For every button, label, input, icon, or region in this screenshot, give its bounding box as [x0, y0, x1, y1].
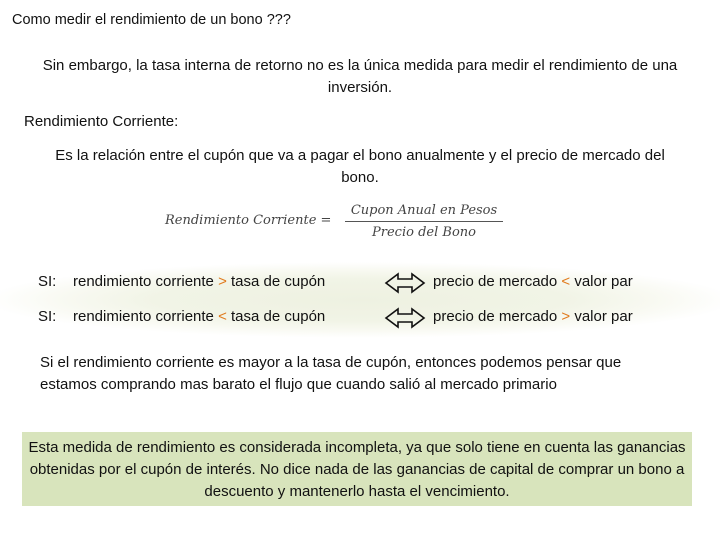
- condition-lhs-operator: >: [218, 273, 227, 290]
- condition-rhs-prefix: precio de mercado: [433, 273, 562, 290]
- condition-rhs-suffix: valor par: [570, 273, 633, 290]
- condition-rhs-operator: <: [561, 273, 571, 290]
- formula-denominator: Precio del Bono: [372, 225, 476, 240]
- note-box: [22, 432, 692, 506]
- formula-numerator: Cupon Anual en Pesos: [350, 203, 498, 218]
- condition-lhs-suffix: tasa de cupón: [226, 273, 326, 290]
- intro-paragraph: Sin embargo, la tasa interna de retorno no es la única medida para medir el rendimiento de una inversión.: [42, 57, 678, 96]
- condition-lhs-operator: <: [218, 308, 227, 325]
- explanation-paragraph: Si el rendimiento corriente es mayor a la tasa de cupón, entonces podemos pensar que estamos comprando mas barato el flujo que cuando salió al mercado primario: [40, 354, 622, 393]
- condition-lhs: [73, 273, 325, 290]
- condition-rhs: [433, 273, 633, 290]
- fraction-bar: [345, 221, 503, 222]
- note-text: Esta medida de rendimiento es considerada incompleta, ya que solo tiene en cuenta las ganancias obtenidas por el cupón de interés. No dice nada de las ganancias de capital de comprar un bono a descuento y mantenerlo hasta el vencimiento.: [28, 439, 686, 500]
- condition-rhs-suffix: valor par: [570, 308, 633, 325]
- condition-si-label: SI:: [38, 273, 57, 290]
- slide-title: Como medir el rendimiento de un bono ???: [12, 12, 291, 28]
- double-headed-arrow-icon: [383, 306, 427, 334]
- condition-rhs-prefix: precio de mercado: [433, 308, 562, 325]
- double-headed-arrow-icon: [383, 271, 427, 299]
- condition-lhs: [73, 308, 325, 325]
- condition-lhs-suffix: tasa de cupón: [226, 308, 326, 325]
- condition-row: [38, 308, 678, 330]
- condition-row: [38, 273, 678, 295]
- condition-lhs-prefix: rendimiento corriente: [73, 273, 219, 290]
- condition-rhs: [433, 308, 633, 325]
- section-heading: Rendimiento Corriente:: [24, 113, 179, 130]
- formula-fraction: [345, 202, 503, 242]
- formula-lhs: Rendimiento Corriente =: [165, 213, 332, 228]
- condition-lhs-prefix: rendimiento corriente: [73, 308, 219, 325]
- definition-paragraph: Es la relación entre el cupón que va a pagar el bono anualmente y el precio de mercado del bono.: [55, 147, 665, 186]
- condition-rhs-operator: >: [561, 308, 571, 325]
- condition-si-label: SI:: [38, 308, 57, 325]
